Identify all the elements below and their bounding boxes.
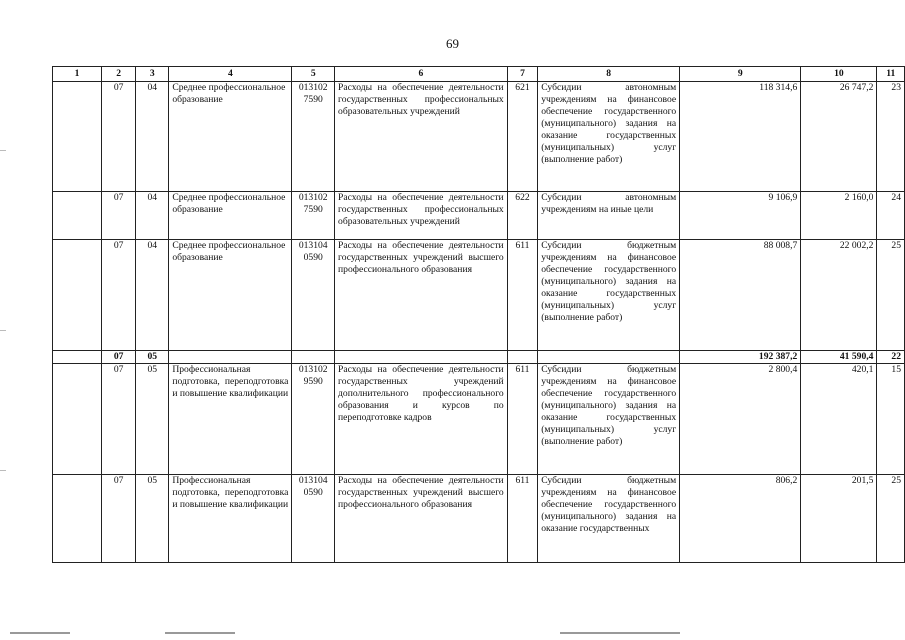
col-header-8: 8: [538, 67, 680, 82]
cell-section: 07: [102, 475, 136, 563]
col-header-5: 5: [292, 67, 335, 82]
col-header-4: 4: [169, 67, 292, 82]
cell-type-code: 622: [507, 192, 538, 240]
cell-amount: 9 106,9: [680, 192, 801, 240]
cell-section: 07: [102, 82, 136, 192]
subtotal-percent: 22: [877, 351, 905, 364]
cell-subsection: 05: [136, 364, 169, 475]
cell-amount-2: 22 002,2: [801, 240, 877, 351]
cell-amount-2: 420,1: [801, 364, 877, 475]
cell-type-code: 621: [507, 82, 538, 192]
cell-section: 07: [102, 240, 136, 351]
cell-amount-2: 26 747,2: [801, 82, 877, 192]
table-row: [53, 82, 905, 192]
cell-amount: 2 800,4: [680, 364, 801, 475]
cell-expense-name: Расходы на обеспечение деятельности государственных учреждений высшего профессионального образования: [335, 475, 508, 563]
cell-type-name: Субсидии бюджетным учреждениям на финансовое обеспечение государственного (муниципального) задания на оказание государственных: [538, 475, 680, 563]
cell-type-name: Субсидии бюджетным учреждениям на финансовое обеспечение государственного (муниципального) задания на оказание государственных (муниципальных) услуг (выполнение работ): [538, 364, 680, 475]
cell-type-name: Субсидии автономным учреждениям на финансовое обеспечение государственного (муниципального) задания на оказание государственных (муниципальных) услуг (выполнение работ): [538, 82, 680, 192]
cell-type-name: Субсидии бюджетным учреждениям на финансовое обеспечение государственного (муниципального) задания на оказание государственных (муниципальных) услуг (выполнение работ): [538, 240, 680, 351]
cell-percent: 25: [877, 240, 905, 351]
col-header-11: 11: [877, 67, 905, 82]
cell-target-code: 013102 7590: [292, 82, 335, 192]
col-header-2: 2: [102, 67, 136, 82]
cell-percent: 15: [877, 364, 905, 475]
cell-amount-2: 2 160,0: [801, 192, 877, 240]
cell-type-code: 611: [507, 364, 538, 475]
cell-percent: 24: [877, 192, 905, 240]
table-row: [53, 475, 905, 563]
scan-bottom-line: [10, 632, 70, 634]
cell-subsection-name: Среднее профессиональное образование: [169, 192, 292, 240]
cell-col1: [53, 351, 102, 364]
col-header-9: 9: [680, 67, 801, 82]
cell-amount: 806,2: [680, 475, 801, 563]
col-header-1: 1: [53, 67, 102, 82]
cell-subsection: 04: [136, 82, 169, 192]
cell-subsection-name: Профессиональная подготовка, переподготовка и повышение квалификации: [169, 475, 292, 563]
col-header-3: 3: [136, 67, 169, 82]
budget-table: [52, 66, 905, 563]
cell-target-code: 013104 0590: [292, 475, 335, 563]
cell-section: 07: [102, 364, 136, 475]
cell-subsection-name: Среднее профессиональное образование: [169, 82, 292, 192]
table-row: [53, 240, 905, 351]
scan-bottom-line: [560, 632, 680, 634]
cell-col1: [53, 240, 102, 351]
cell-amount-2: 201,5: [801, 475, 877, 563]
cell-section: 07: [102, 192, 136, 240]
cell-type-name: Субсидии автономным учреждениям на иные цели: [538, 192, 680, 240]
cell-target-code: 013102 7590: [292, 192, 335, 240]
cell-expense-name: Расходы на обеспечение деятельности государственных учреждений высшего профессионального образования: [335, 240, 508, 351]
col-header-6: 6: [335, 67, 508, 82]
cell-subsection: 04: [136, 192, 169, 240]
scan-edge-mark: [0, 330, 6, 331]
scan-edge-mark: [0, 470, 6, 471]
subtotal-amount: 192 387,2: [680, 351, 801, 364]
cell-percent: 23: [877, 82, 905, 192]
cell-expense-name: Расходы на обеспечение деятельности государственных профессиональных образовательных учреждений: [335, 192, 508, 240]
subtotal-row: [53, 351, 905, 364]
cell-type-code: 611: [507, 475, 538, 563]
cell-amount: 88 008,7: [680, 240, 801, 351]
cell-percent: 25: [877, 475, 905, 563]
cell-target-code: 013102 9590: [292, 364, 335, 475]
scan-bottom-line: [165, 632, 235, 634]
cell-col1: [53, 82, 102, 192]
col-header-10: 10: [801, 67, 877, 82]
table-row: [53, 192, 905, 240]
cell-type-code: 611: [507, 240, 538, 351]
scan-edge-mark: [0, 150, 6, 151]
cell-col1: [53, 364, 102, 475]
page-number: 69: [446, 36, 459, 51]
cell-amount: 118 314,6: [680, 82, 801, 192]
cell-subsection-name: Профессиональная подготовка, переподготовка и повышение квалификации: [169, 364, 292, 475]
cell-col1: [53, 475, 102, 563]
cell-subsection-name: Среднее профессиональное образование: [169, 240, 292, 351]
cell-subsection: 05: [136, 475, 169, 563]
subtotal-section: 07: [102, 351, 136, 364]
table-row: [53, 364, 905, 475]
cell-expense-name: Расходы на обеспечение деятельности государственных учреждений дополнительного профессионального образования и курсов по переподготовке кадров: [335, 364, 508, 475]
cell-col1: [53, 192, 102, 240]
col-header-7: 7: [507, 67, 538, 82]
subtotal-amount-2: 41 590,4: [801, 351, 877, 364]
subtotal-subsection: 05: [136, 351, 169, 364]
cell-subsection: 04: [136, 240, 169, 351]
cell-expense-name: Расходы на обеспечение деятельности государственных профессиональных образовательных учреждений: [335, 82, 508, 192]
header-row: [53, 67, 905, 82]
cell-target-code: 013104 0590: [292, 240, 335, 351]
